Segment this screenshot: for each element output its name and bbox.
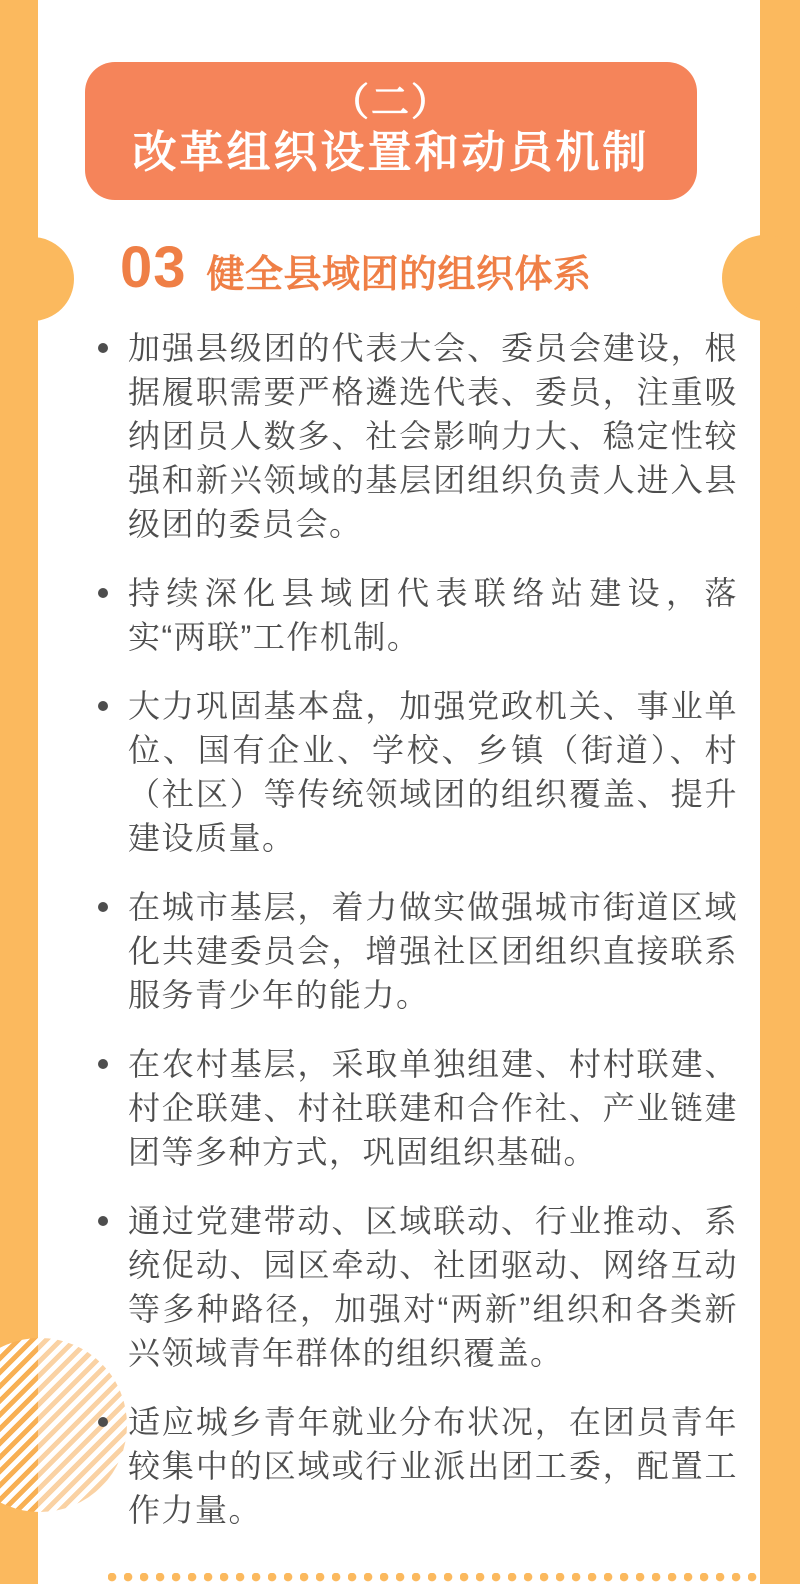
list-item [98, 326, 738, 546]
bullet-dot-icon [98, 701, 108, 711]
dotted-border-decoration [108, 1573, 762, 1584]
bullet-dot-icon [98, 902, 108, 912]
list-item [98, 571, 738, 659]
bullet-dot-icon [98, 1417, 108, 1427]
bullet-text: 持续深化县域团代表联络站建设，落实“两联”工作机制。 [128, 575, 738, 655]
bullet-dot-icon [98, 588, 108, 598]
bullet-dot-icon [98, 343, 108, 353]
bullet-text: 大力巩固基本盘，加强党政机关、事业单位、国有企业、学校、乡镇（街道）、村（社区）等传统领域团的组织覆盖、提升建设质量。 [128, 688, 738, 856]
bullet-text: 在农村基层，采取单独组建、村村联建、村企联建、村社联建和合作社、产业链建团等多种方式，巩固组织基础。 [128, 1046, 738, 1170]
header-badge-number: （二） [330, 82, 451, 125]
list-item [98, 885, 738, 1017]
bullet-text: 适应城乡青年就业分布状况，在团员青年较集中的区域或行业派出团工委，配置工作力量。 [128, 1404, 738, 1528]
header-badge [85, 62, 697, 200]
section-title: 健全县域团的组织体系 [206, 254, 592, 296]
list-item [98, 684, 738, 860]
section-heading [120, 235, 592, 300]
bullet-dot-icon [98, 1216, 108, 1226]
header-badge-title: 改革组织设置和动员机制 [132, 128, 650, 178]
bullet-dot-icon [98, 1059, 108, 1069]
right-semicircle-decoration [722, 235, 800, 321]
section-number: 03 [120, 235, 187, 300]
list-item [98, 1042, 738, 1174]
bullet-text: 加强县级团的代表大会、委员会建设，根据履职需要严格遴选代表、委员，注重吸纳团员人数多、社会影响力大、稳定性较强和新兴领域的基层团组织负责人进入县级团的委员会。 [128, 330, 738, 542]
bullet-text: 通过党建带动、区域联动、行业推动、系统促动、园区牵动、社团驱动、网络互动等多种路径，加强对“两新”组织和各类新兴领域青年群体的组织覆盖。 [128, 1203, 738, 1371]
left-semicircle-decoration [0, 237, 74, 321]
bullet-text: 在城市基层，着力做实做强城市街道区域化共建委员会，增强社区团组织直接联系服务青少年的能力。 [128, 889, 738, 1013]
bullet-list [98, 326, 738, 1557]
list-item [98, 1400, 738, 1532]
list-item [98, 1199, 738, 1375]
